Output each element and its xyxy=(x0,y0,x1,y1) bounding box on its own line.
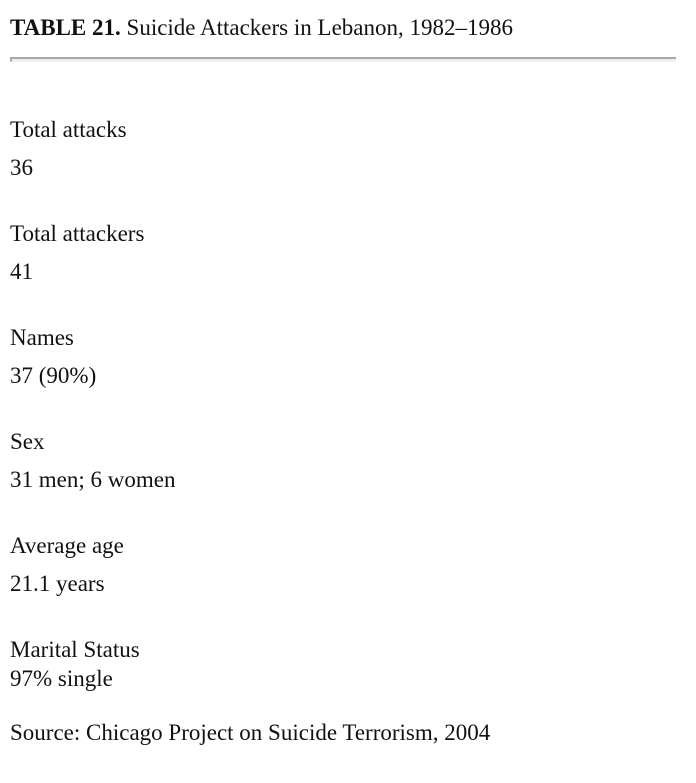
row-label: Average age xyxy=(10,533,124,558)
row-label: Names xyxy=(10,325,74,350)
table-title: Suicide Attackers in Lebanon, 1982–1986 xyxy=(126,15,513,40)
list-item-average-age xyxy=(10,530,680,634)
row-label: Sex xyxy=(10,429,45,454)
table-caption xyxy=(10,13,513,43)
row-value: 36 xyxy=(10,155,33,180)
list-item-total-attacks xyxy=(10,114,680,218)
source-note: Source: Chicago Project on Suicide Terrorism, 2004 xyxy=(10,720,491,745)
row-value: 41 xyxy=(10,259,33,284)
row-value: 31 men; 6 women xyxy=(10,467,176,492)
list-item-sex xyxy=(10,426,680,530)
data-list xyxy=(10,114,680,738)
caption-divider xyxy=(10,57,676,62)
row-value: 21.1 years xyxy=(10,571,105,596)
row-label: Total attacks xyxy=(10,117,127,142)
row-value: 37 (90%) xyxy=(10,363,97,388)
list-item-names xyxy=(10,322,680,426)
row-value: 97% single xyxy=(10,666,113,691)
list-item-total-attackers xyxy=(10,218,680,322)
row-label: Marital Status xyxy=(10,637,140,662)
row-label: Total attackers xyxy=(10,221,145,246)
table-number: TABLE 21. xyxy=(10,15,121,40)
